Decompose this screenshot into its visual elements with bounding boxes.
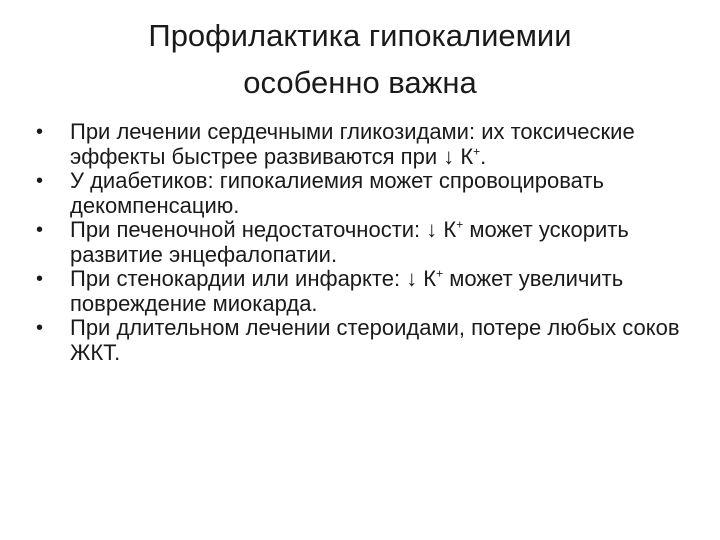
bullet-item bbox=[36, 267, 686, 316]
title-line-1: Профилактика гипокалиемии bbox=[148, 18, 572, 53]
bullet-dot-icon: • bbox=[36, 170, 44, 192]
bullet-text: При лечении сердечными гликозидами: их токсические эффекты быстрее развиваются при ↓ К bbox=[70, 119, 635, 169]
bullet-text-tail: может увеличить повреждение миокарда. bbox=[70, 266, 624, 316]
superscript-plus: + bbox=[473, 144, 481, 159]
bullet-dot-icon: • bbox=[36, 268, 44, 290]
bullet-dot-icon: • bbox=[36, 121, 44, 143]
bullet-item bbox=[36, 120, 686, 169]
superscript-plus: + bbox=[456, 217, 464, 232]
bullet-text: При печеночной недостаточности: ↓ К bbox=[70, 217, 457, 242]
bullet-dot-icon: • bbox=[36, 219, 44, 241]
bullet-list bbox=[36, 120, 686, 365]
bullet-item bbox=[36, 316, 686, 365]
bullet-text: При длительном лечении стероидами, потере любых соков ЖКТ. bbox=[70, 315, 680, 365]
bullet-text: У диабетиков: гипокалиемия может спровоцировать декомпенсацию. bbox=[70, 168, 604, 218]
bullet-item bbox=[36, 218, 686, 267]
superscript-plus: + bbox=[436, 266, 444, 281]
bullet-text: При стенокардии или инфаркте: ↓ К bbox=[70, 266, 437, 291]
bullet-text-tail: может ускорить развитие энцефалопатии. bbox=[70, 217, 629, 267]
slide-title bbox=[60, 12, 660, 106]
bullet-dot-icon: • bbox=[36, 317, 44, 339]
title-line-2: особенно важна bbox=[243, 65, 477, 100]
bullet-item bbox=[36, 169, 686, 218]
bullet-text-tail: . bbox=[480, 143, 487, 169]
